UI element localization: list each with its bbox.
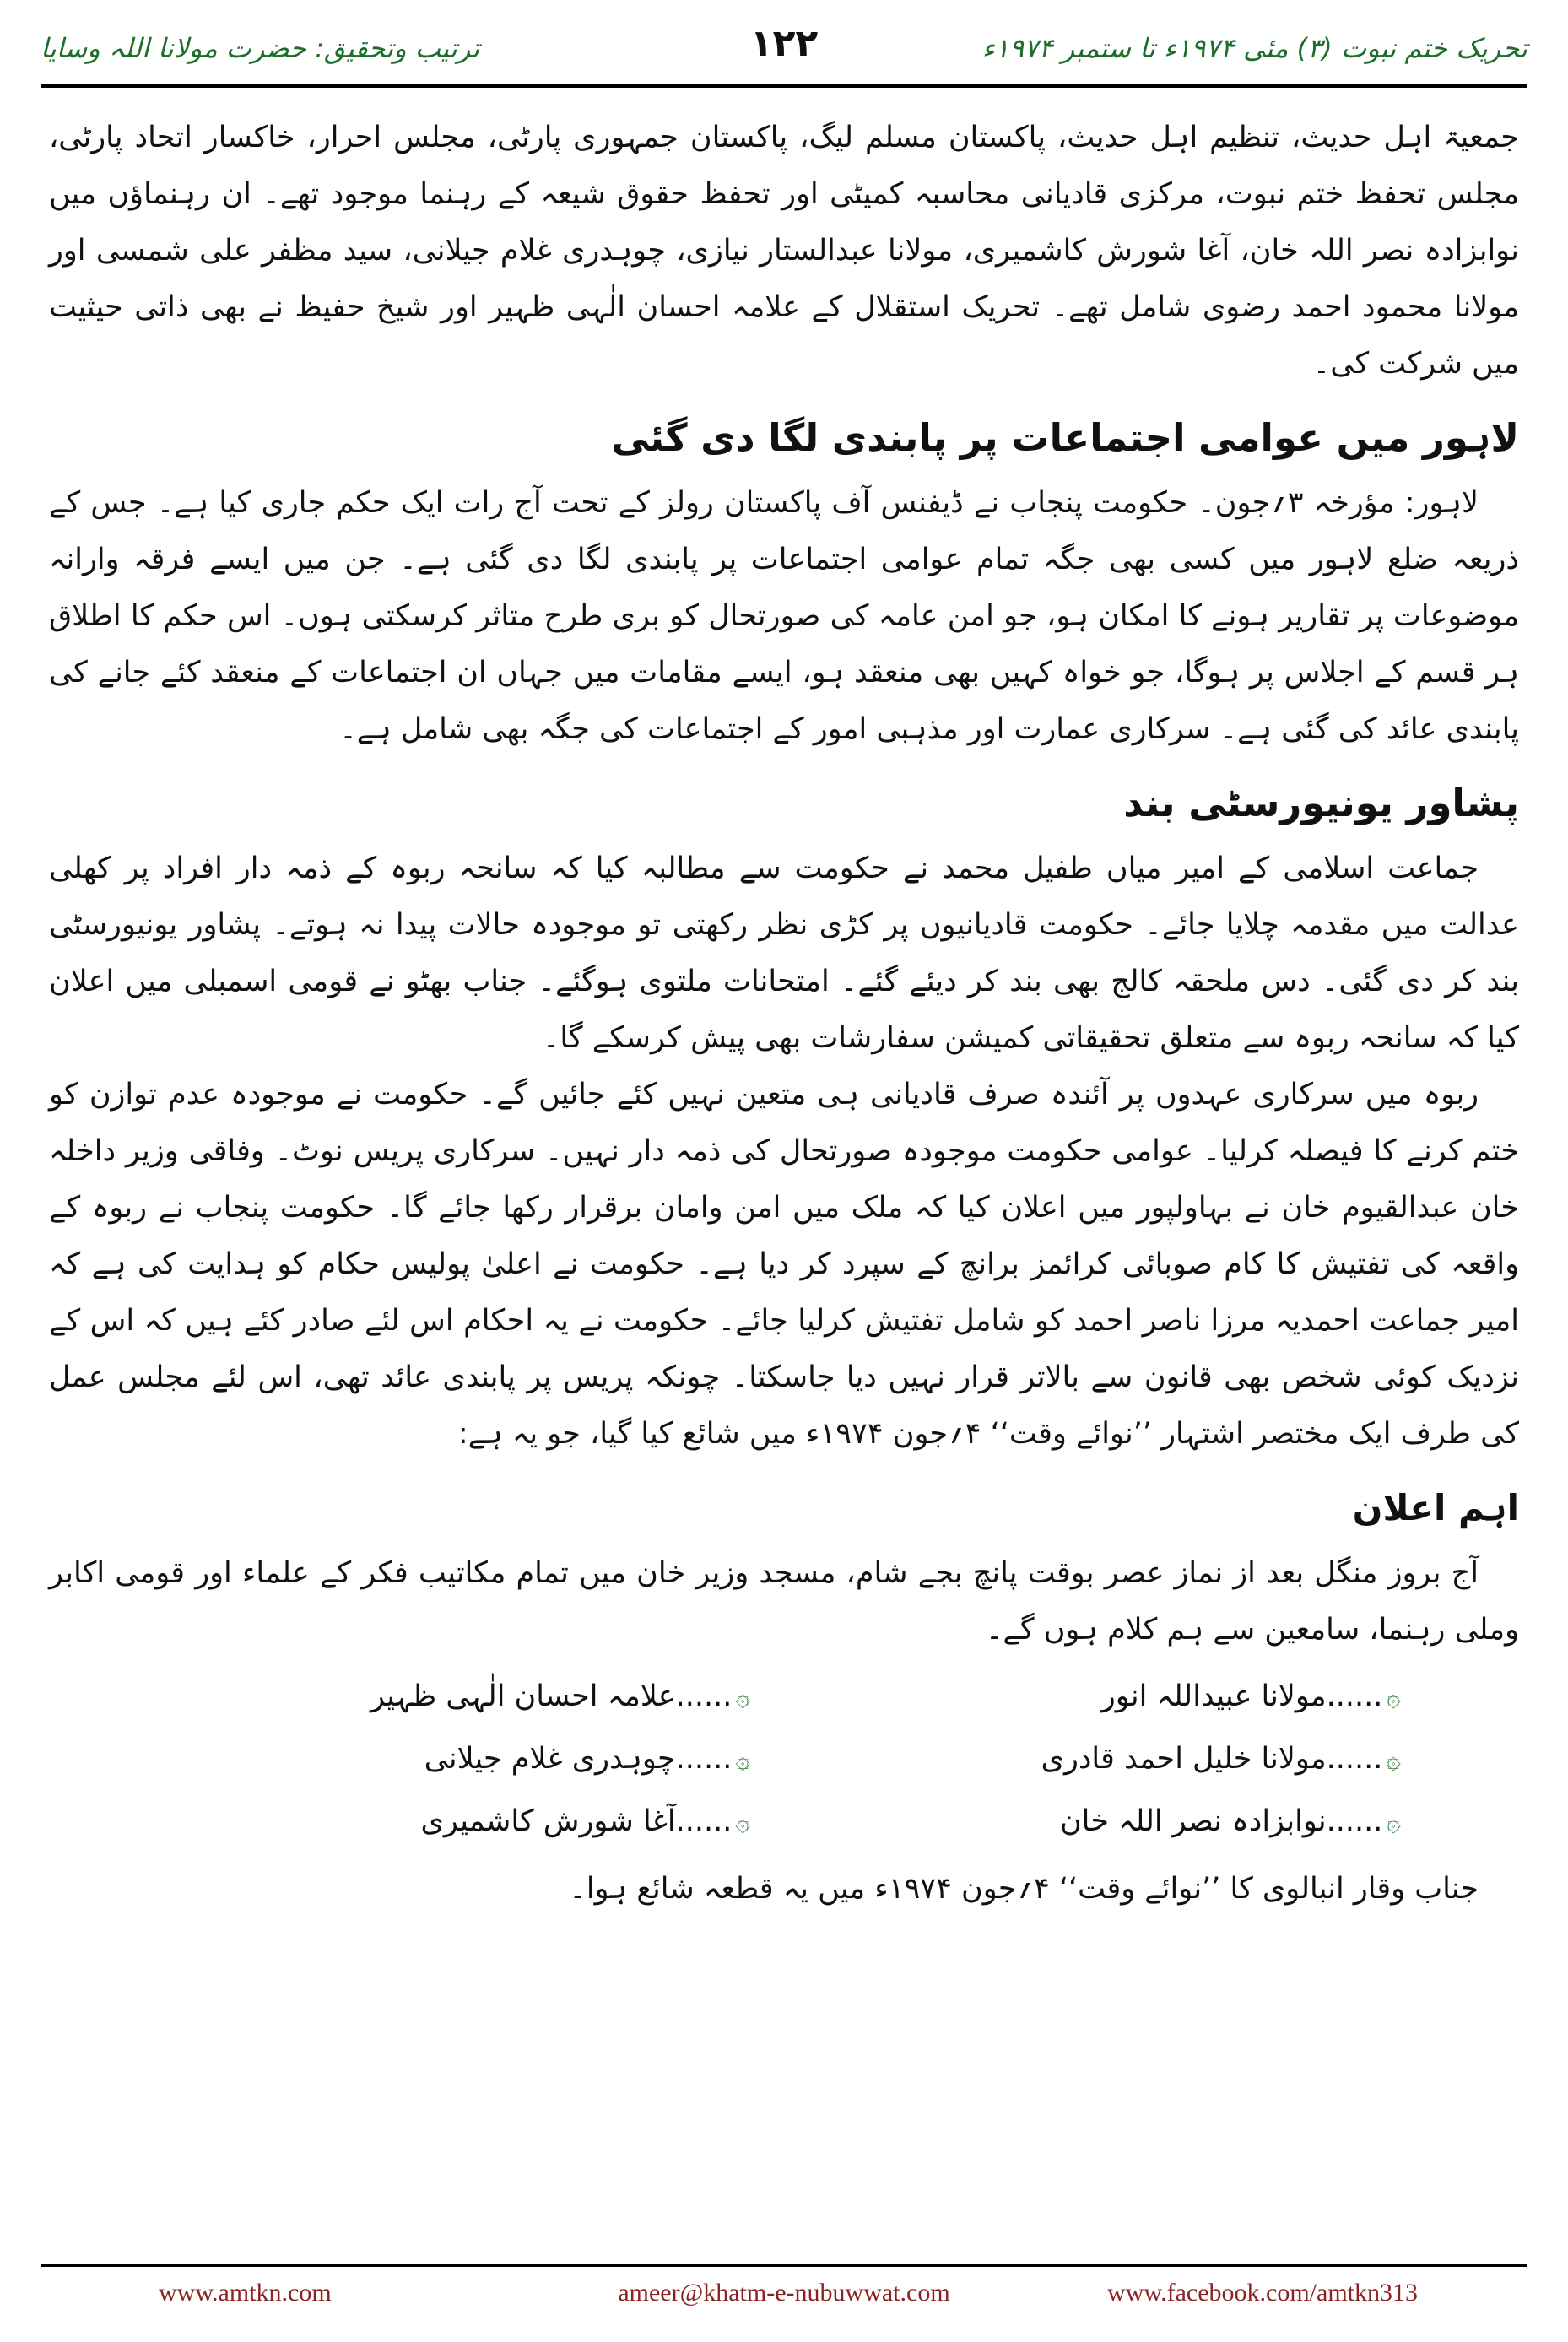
star-icon: ۞ (735, 1683, 750, 1712)
speakers-list (150, 1667, 1401, 1853)
intro-paragraph: جمعیۃ اہل حدیث، تنظیم اہل حدیث، پاکستان مسلم لیگ، پاکستان جمہوری پارٹی، مجلس احرار، خاکسار اتحاد پارٹی، مجلس تحفظ ختم نبوت، مرکزی قادیانی محاسبہ کمیٹی اور تحفظ حقوق شیعہ کے رہنما موجود تھے۔ ان رہنماؤں میں نوابزادہ نصر اللہ خان، آغا شورش کاشمیری، مولانا عبدالستار نیازی، چوہدری غلام جیلانی، سید مظفر علی شمسی اور مولانا محمود احمد رضوی شامل تھے۔ تحریک استقلال کے علامہ احسان الٰہی ظہیر اور شیخ حفیظ نے بھی ذاتی حیثیت میں شرکت کی۔ (49, 121, 1519, 381)
website-link[interactable]: www.amtkn.com (159, 2279, 332, 2307)
book-title: تحریک ختم نبوت (۳) مئی ۱۹۷۴ء تا ستمبر ۱۹۷۴ء (981, 32, 1527, 64)
closing-line: جناب وقار انبالوی کا ’’نوائے وقت‘‘ ۴؍جون ۱۹۷۴ء میں یہ قطعہ شائع ہوا۔ (569, 1872, 1479, 1906)
footer-divider (41, 2264, 1527, 2267)
heading-announcement: اہم اعلان (1352, 1487, 1519, 1528)
list-item: ۞......مولانا عبیداللہ انور (1100, 1679, 1401, 1713)
star-icon: ۞ (735, 1745, 750, 1775)
email-link[interactable]: ameer@khatm-e-nubuwwat.com (618, 2279, 950, 2307)
star-icon: ۞ (1386, 1745, 1401, 1775)
list-item: ۞......مولانا خلیل احمد قادری (1041, 1742, 1401, 1776)
paragraph-jamaat-demand: جماعت اسلامی کے امیر میاں طفیل محمد نے حکومت سے مطالبہ کیا کہ سانحہ ربوہ کے ذمہ دار افراد پر کھلی عدالت میں مقدمہ چلایا جائے۔ حکومت قادیانیوں پر کڑی نظر رکھتی تو موجودہ حالات پیدا نہ ہوتے۔ پشاور یونیورسٹی بند کر دی گئی۔ دس ملحقہ کالج بھی بند کر دیئے گئے۔ امتحانات ملتوی ہوگئے۔ جناب بھٹو نے قومی اسمبلی میں اعلان کیا کہ سانحہ ربوہ سے متعلق تحقیقاتی کمیشن سفارشات بھی پیش کرسکے گا۔ (49, 852, 1519, 1055)
list-item: ۞......چوہدری غلام جیلانی (424, 1742, 750, 1776)
compiler-credit: ترتیب وتحقیق: حضرت مولانا اللہ وسایا (41, 32, 480, 64)
star-icon: ۞ (1386, 1683, 1401, 1712)
list-item: ۞......علامہ احسان الٰہی ظہیر (370, 1679, 750, 1713)
heading-peshawar-university: پشاور یونیورسٹی بند (1123, 781, 1519, 825)
page-header (41, 24, 1527, 91)
header-divider (41, 84, 1527, 88)
page-footer (49, 2279, 1519, 2321)
paragraph-rabwah-posts: ربوہ میں سرکاری عہدوں پر آئندہ صرف قادیانی ہی متعین نہیں کئے جائیں گے۔ حکومت نے موجودہ عدم توازن کو ختم کرنے کا فیصلہ کرلیا۔ عوامی حکومت موجودہ صورتحال کی ذمہ دار نہیں۔ سرکاری پریس نوٹ۔ وفاقی وزیر داخلہ خان عبدالقیوم خان نے بہاولپور میں اعلان کیا کہ ملک میں امن وامان برقرار رکھا جائے گا۔ حکومت پنجاب نے ربوہ کے واقعہ کی تفتیش کا کام صوبائی کرائمز برانچ کے سپرد کر دیا ہے۔ حکومت نے اعلیٰ پولیس حکام کو ہدایت کی ہے کہ امیر جماعت احمدیہ مرزا ناصر احمد کو شامل تفتیش کرلیا جائے۔ حکومت نے یہ احکام اس لئے صادر کئے ہیں کہ اس کے نزدیک کوئی شخص بھی قانون سے بالاتر قرار نہیں دیا جاسکتا۔ چونکہ پریس پر پابندی عائد تھی، اس لئے مجلس عمل کی طرف ایک مختصر اشتہار ’’نوائے وقت‘‘ ۴؍جون ۱۹۷۴ء میں شائع کیا گیا، جو یہ ہے: (49, 1078, 1519, 1451)
facebook-link[interactable]: www.facebook.com/amtkn313 (1107, 2279, 1418, 2307)
star-icon: ۞ (735, 1808, 750, 1837)
page-number: ۱۲۲ (749, 22, 819, 65)
page-body (49, 110, 1519, 2241)
paragraph-announcement: آج بروز منگل بعد از نماز عصر بوقت پانچ بجے شام، مسجد وزیر خان میں تمام مکاتیب فکر کے علماء اور قومی اکابر وملی رہنما، سامعین سے ہم کلام ہوں گے۔ (49, 1556, 1519, 1647)
list-item: ۞......آغا شورش کاشمیری (420, 1804, 750, 1838)
list-item: ۞......نوابزادہ نصر اللہ خان (1059, 1804, 1401, 1838)
star-icon: ۞ (1386, 1808, 1401, 1837)
paragraph-lahore-ban: لاہور: مؤرخہ ۳؍جون۔ حکومت پنجاب نے ڈیفنس آف پاکستان رولز کے تحت آج رات ایک حکم جاری کیا ہے۔ جس کے ذریعہ ضلع لاہور میں کسی بھی جگہ تمام عوامی اجتماعات پر پابندی لگا دی گئی ہے۔ جن میں ایسے فرقہ وارانہ موضوعات پر تقاریر ہونے کا امکان ہو، جو امن عامہ کی صورتحال کو بری طرح متاثر کرسکتی ہوں۔ اس حکم کا اطلاق ہر قسم کے اجلاس پر ہوگا، جو خواہ کہیں بھی منعقد ہو، ایسے مقامات میں جہاں ان اجتماعات کے منعقد کئے جانے کی پابندی عائد کی گئی ہے۔ سرکاری عمارت اور مذہبی امور کے اجتماعات کی جگہ بھی شامل ہے۔ (49, 486, 1519, 746)
heading-lahore-ban: لاہور میں عوامی اجتماعات پر پابندی لگا دی گئی (611, 415, 1519, 460)
